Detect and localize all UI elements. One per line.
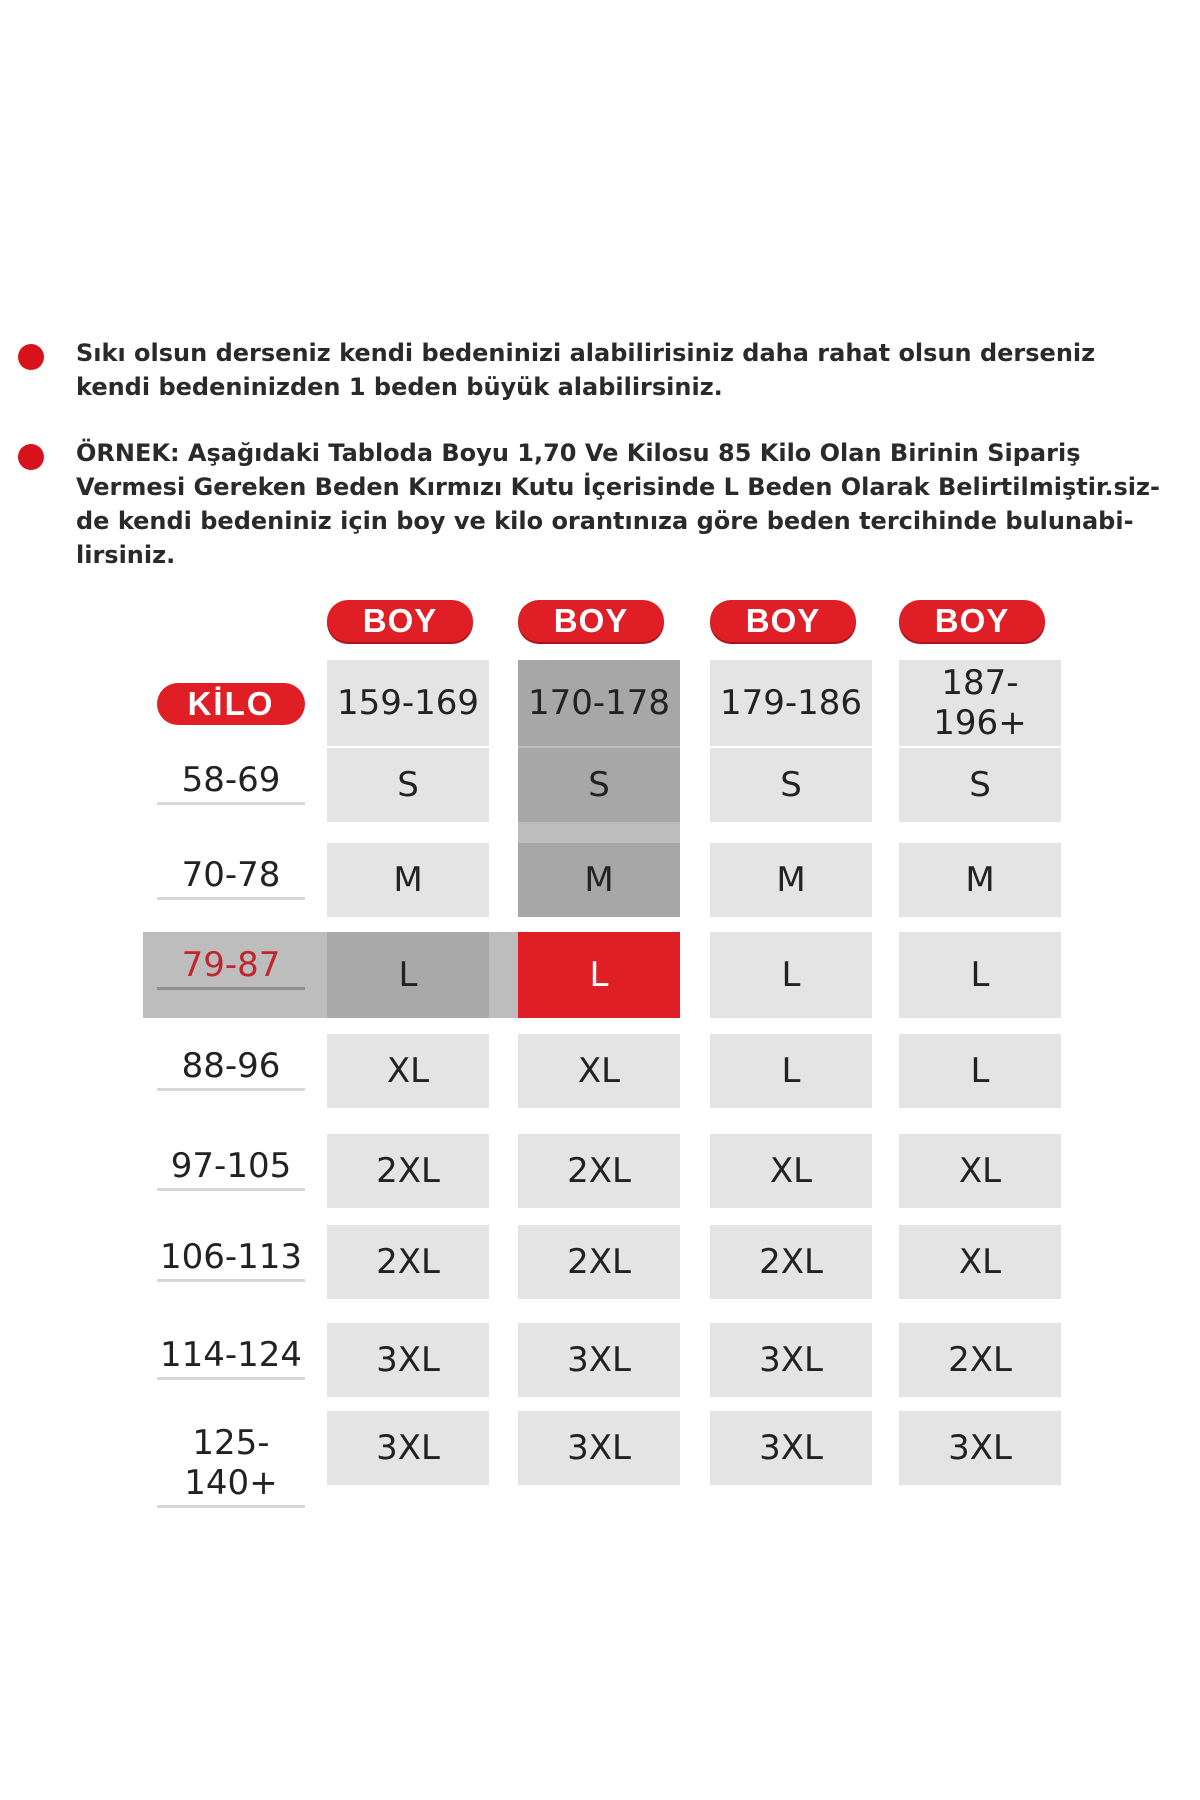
boy-header-badge: BOY [327,600,473,642]
size-cell: S [518,748,680,822]
size-cell: 2XL [518,1225,680,1299]
boy-header-badge: BOY [710,600,856,642]
size-cell: XL [899,1134,1061,1208]
height-header-cell: 170-178 [518,660,680,746]
size-cell: S [899,748,1061,822]
size-cell: 3XL [710,1323,872,1397]
weight-label: 88-96 [157,1046,305,1091]
size-cell: 3XL [327,1323,489,1397]
size-cell: S [327,748,489,822]
size-cell: 2XL [710,1225,872,1299]
kilo-header-badge: KİLO [157,683,305,725]
size-cell: 2XL [899,1323,1061,1397]
note-example: ÖRNEK: Aşağıdaki Tabloda Boyu 1,70 Ve Kilosu 85 Kilo Olan Birinin Sipariş Vermesi Gereken Beden Kırmızı Kutu İçerisinde L Beden Olarak Belirtilmiştir.siz-de kendi bedeniniz için boy ve kilo orantınıza göre beden tercihinde bulunabi-lirsiniz. [76,439,1160,569]
weight-label: 58-69 [157,760,305,805]
height-header-cell: 179-186 [710,660,872,746]
boy-header-badge: BOY [518,600,664,642]
weight-label: 97-105 [157,1146,305,1191]
size-cell: M [327,843,489,917]
weight-label: 106-113 [157,1237,305,1282]
size-cell: S [710,748,872,822]
size-cell: 2XL [327,1134,489,1208]
weight-label: 70-78 [157,855,305,900]
weight-label: 114-124 [157,1335,305,1380]
weight-label: 79-87 [157,945,305,990]
boy-header-badge: BOY [899,600,1045,642]
size-cell: 2XL [518,1134,680,1208]
note-tight-fit: Sıkı olsun derseniz kendi bedeninizi alabilirisiniz daha rahat olsun derseniz kendi bedeninizden 1 beden büyük alabilirsiniz. [76,339,1096,401]
size-cell: 3XL [518,1323,680,1397]
bullet-dot-icon [18,344,44,370]
size-cell: L [899,932,1061,1018]
size-cell: XL [710,1134,872,1208]
size-cell: 2XL [327,1225,489,1299]
size-cell: L [710,1034,872,1108]
size-cell: 3XL [899,1411,1061,1485]
size-cell: M [899,843,1061,917]
size-cell: 3XL [327,1411,489,1485]
bullet-dot-icon [18,444,44,470]
size-cell: M [518,843,680,917]
size-cell: XL [518,1034,680,1108]
height-header-cell: 187-196+ [899,660,1061,746]
size-cell: L [710,932,872,1018]
weight-label: 125-140+ [157,1423,305,1508]
size-cell: L [327,932,489,1018]
size-cell: 3XL [518,1411,680,1485]
height-header-cell: 159-169 [327,660,489,746]
size-cell: 3XL [710,1411,872,1485]
size-cell: L [899,1034,1061,1108]
recommended-size-cell: L [518,932,680,1018]
size-cell: XL [899,1225,1061,1299]
size-cell: XL [327,1034,489,1108]
size-cell: M [710,843,872,917]
